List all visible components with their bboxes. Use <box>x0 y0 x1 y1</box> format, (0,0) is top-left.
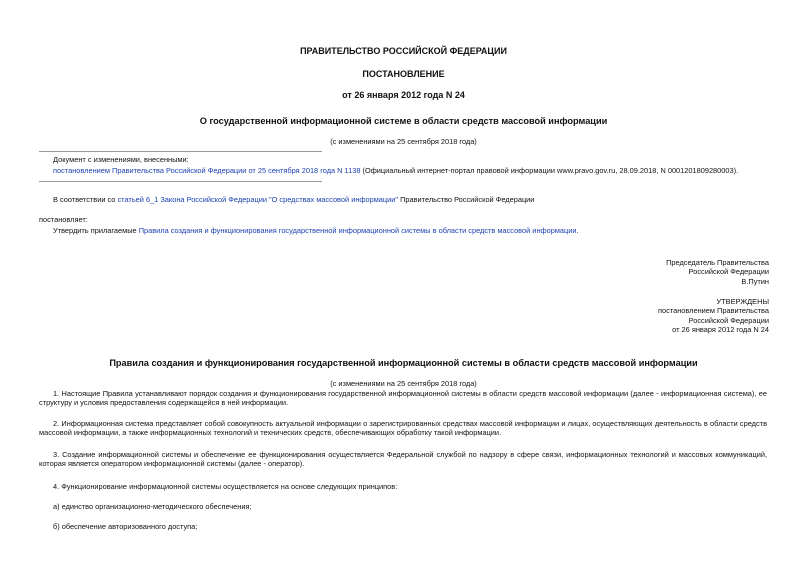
changes-top-rule <box>39 151 322 152</box>
signature-name: В.Путин <box>741 276 769 286</box>
approved-label: УТВЕРЖДЕНЫ <box>716 297 769 306</box>
law-article-link[interactable]: статьей 6_1 Закона Российской Федерации "О средствах массовой информации" <box>117 195 399 204</box>
approved-by: постановлением Правительства <box>658 306 769 316</box>
rules-link[interactable]: Правила создания и функционирования государственной информационной системы в области средств массовой информации <box>138 226 577 235</box>
approved-date: от 26 января 2012 года N 24 <box>672 324 769 334</box>
approved-block <box>658 297 769 334</box>
signature-position: Председатель Правительства <box>666 258 769 267</box>
preamble-prefix: В соответствии со <box>53 195 118 204</box>
date-number-heading: от 26 января 2012 года N 24 <box>342 90 465 100</box>
preamble <box>53 195 534 204</box>
changes-bottom-rule <box>39 181 322 182</box>
signature-block <box>666 258 769 286</box>
signature-country: Российской Федерации <box>688 267 769 277</box>
rules-paragraph-4: 4. Функционирование информационной системы осуществляется на основе следующих принципов: <box>53 482 398 491</box>
rules-item-a: а) единство организационно-методического обеспечения; <box>53 502 252 511</box>
government-heading: ПРАВИТЕЛЬСТВО РОССИЙСКОЙ ФЕДЕРАЦИИ <box>300 46 507 56</box>
document-title: О государственной информационной системе в области средств массовой информации <box>199 116 608 126</box>
rules-item-b: б) обеспечение авторизованного доступа; <box>53 522 198 531</box>
doc-type-heading: ПОСТАНОВЛЕНИЕ <box>362 69 445 79</box>
rules-paragraph-3: 3. Создание информационной системы и обеспечение ее функционирования осуществляется Федеральной службой по надзору в сфере связи, информационных технологий и массовых коммуникаций, которая является оператором информационной системы (далее - оператор). <box>39 450 767 469</box>
amending-decree-link[interactable]: постановлением Правительства Российской Федерации от 25 сентября 2018 года N 1138 <box>53 166 361 175</box>
changes-source: (Официальный интернет-портал правовой информации www.pravo.gov.ru, 28.09.2018, N 0001201809280003). <box>360 166 739 175</box>
approve-suffix: . <box>576 226 579 235</box>
approved-country: Российской Федерации <box>688 315 769 325</box>
amendment-note: (с изменениями на 25 сентября 2018 года) <box>330 137 477 146</box>
changes-line <box>53 166 738 175</box>
preamble-suffix: Правительство Российской Федерации <box>398 195 535 204</box>
rules-paragraph-1: 1. Настоящие Правила устанавливают порядок создания и функционирования государственной информационной системы в области средств массовой информации (далее - информационная система), ее структуру и условия предоставления содержащейся в ней информации. <box>39 389 767 408</box>
rules-amendment-note: (с изменениями на 25 сентября 2018 года) <box>330 379 477 388</box>
rules-paragraph-2: 2. Информационная система представляет собой совокупность актуальной информации о зарегистрированных средствах массовой информации и лицах, осуществляющих деятельность в области средств массовой информации, а также информационных технологий и технических средств, обеспечивающих обработку такой информации. <box>39 419 767 438</box>
approve-line <box>53 226 579 235</box>
approve-prefix: Утвердить прилагаемые <box>53 226 139 235</box>
rules-title: Правила создания и функционирования государственной информационной системы в области средств массовой информации <box>109 358 698 368</box>
changes-intro: Документ с изменениями, внесенными: <box>53 155 189 164</box>
resolves-text: постановляет: <box>39 215 88 224</box>
